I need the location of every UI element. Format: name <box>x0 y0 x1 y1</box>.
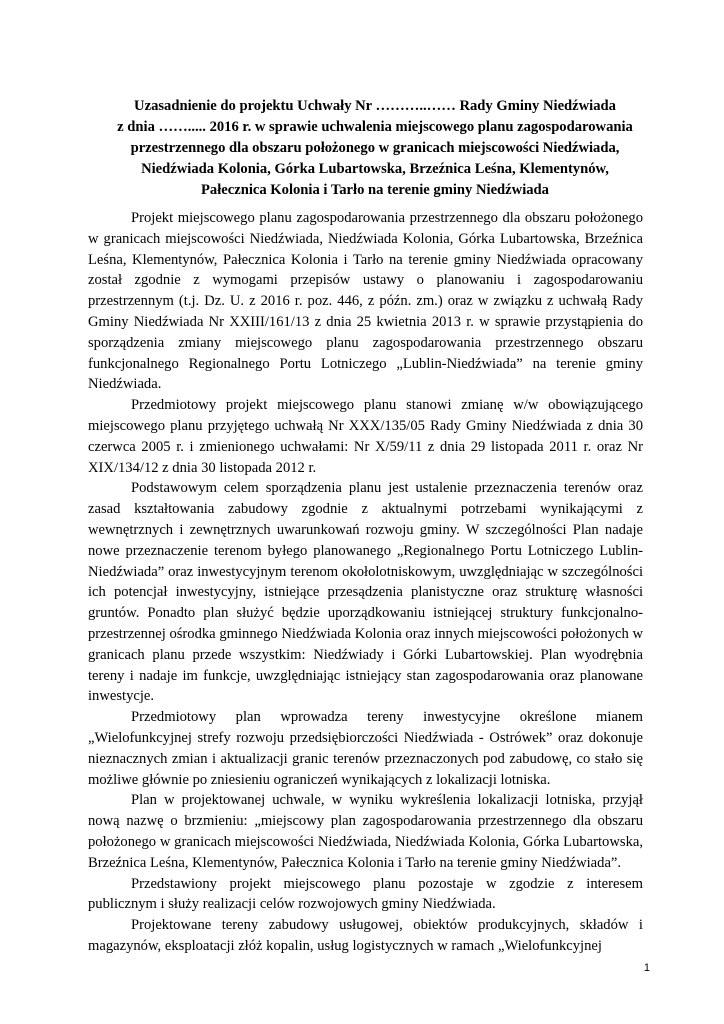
body-paragraph: Plan w projektowanej uchwale, w wyniku wykreślenia lokalizacji lotniska, przyjął nową nazwę o brzmieniu: „miejscowy plan zagospodarowania przestrzennego dla obszaru położonego w granicach miejscowości Niedźwiada, Niedźwiada Kolonia, Górka Lubartowska, Brzeźnica Leśna, Klementynów, Pałecznica Kolonia i Tarło na terenie gminy Niedźwiada”. <box>88 792 643 871</box>
title-line: Pałecznica Kolonia i Tarło na terenie gminy Niedźwiada <box>201 182 549 198</box>
title-line: przestrzennego dla obszaru położonego w granicach miejscowości Niedźwiada, <box>130 140 620 156</box>
body-paragraph: Przedmiotowy plan wprowadza tereny inwestycyjne określone mianem „Wielofunkcyjnej strefy rozwoju przedsiębiorczości Niedźwiada - Ostrówek” oraz dokonuje nieznacznych zmian i aktualizacji granic terenów przeznaczonych pod zabudowę, co stało się możliwe głównie po zniesieniu ograniczeń wynikających z lokalizacji lotniska. <box>88 709 643 788</box>
document-title <box>98 96 652 201</box>
body-paragraph: Projektowane tereny zabudowy usługowej, obiektów produkcyjnych, składów i magazynów, eksploatacji złóż kopalin, usług logistycznych w ramach „Wielofunkcyjnej <box>88 917 643 954</box>
body-paragraph: Przedmiotowy projekt miejscowego planu stanowi zmianę w/w obowiązującego miejscowego planu przyjętego uchwałą Nr XXX/135/05 Rady Gminy Niedźwiada z dnia 30 czerwca 2005 r. i zmienionego uchwałami: Nr X/59/11 z dnia 29 listopada 2011 r. oraz Nr XIX/134/12 z dnia 30 listopada 2012 r. <box>88 397 643 476</box>
body-paragraph: Podstawowym celem sporządzenia planu jest ustalenie przeznaczenia terenów oraz zasad kształtowania zabudowy zgodnie z aktualnymi potrzebami wynikającymi z wewnętrznych i zewnętrznych uwarunkowań rozwoju gminy. W szczególności Plan nadaje nowe przeznaczenie terenom byłego planowanego „Regionalnego Portu Lotniczego Lublin-Niedźwiada” oraz inwestycyjnym terenom okołolotniskowym, uwzględniając w szczególności ich potencjał inwestycyjny, istniejące przesądzenia planistyczne oraz strukturę własności gruntów. Ponadto plan służyć będzie uporządkowaniu istniejącej struktury funkcjonalno-przestrzennej ośrodka gminnego Niedźwiada Kolonia oraz innych miejscowości położonych w granicach planu przede wszystkim: Niedźwiady i Górki Lubartowskiej. Plan wyodrębnia tereny i nadaje im funkcje, uwzględniając istniejący stan zagospodarowania oraz planowane inwestycje. <box>88 480 643 705</box>
body-paragraph: Projekt miejscowego planu zagospodarowania przestrzennego dla obszaru położonego w granicach miejscowości Niedźwiada, Niedźwiada Kolonia, Górka Lubartowska, Brzeźnica Leśna, Klementynów, Pałecznica Kolonia i Tarło na terenie gminy Niedźwiada opracowany został zgodnie z wymogami przepisów ustawy o planowaniu i zagospodarowaniu przestrzennym (t.j. Dz. U. z 2016 r. poz. 446, z późn. zm.) oraz w związku z uchwałą Rady Gminy Niedźwiada Nr XXIII/161/13 z dnia 25 kwietnia 2013 r. w sprawie przystąpienia do sporządzenia zmiany miejscowego planu zagospodarowania przestrzennego obszaru funkcjonalnego Regionalnego Portu Lotniczego „Lublin-Niedźwiada” na terenie gminy Niedźwiada. <box>88 210 643 393</box>
title-line: Niedźwiada Kolonia, Górka Lubartowska, Brzeźnica Leśna, Klementynów, <box>141 161 609 177</box>
document-body <box>88 208 643 957</box>
body-paragraph: Przedstawiony projekt miejscowego planu pozostaje w zgodzie z interesem publicznym i służy realizacji celów rozwojowych gminy Niedźwiada. <box>88 875 643 913</box>
title-line: Uzasadnienie do projektu Uchwały Nr ………..…… Rady Gminy Niedźwiada <box>134 98 616 114</box>
title-line: z dnia ……..... 2016 r. w sprawie uchwalenia miejscowego planu zagospodarowania <box>117 119 633 135</box>
page-number: 1 <box>643 962 650 974</box>
